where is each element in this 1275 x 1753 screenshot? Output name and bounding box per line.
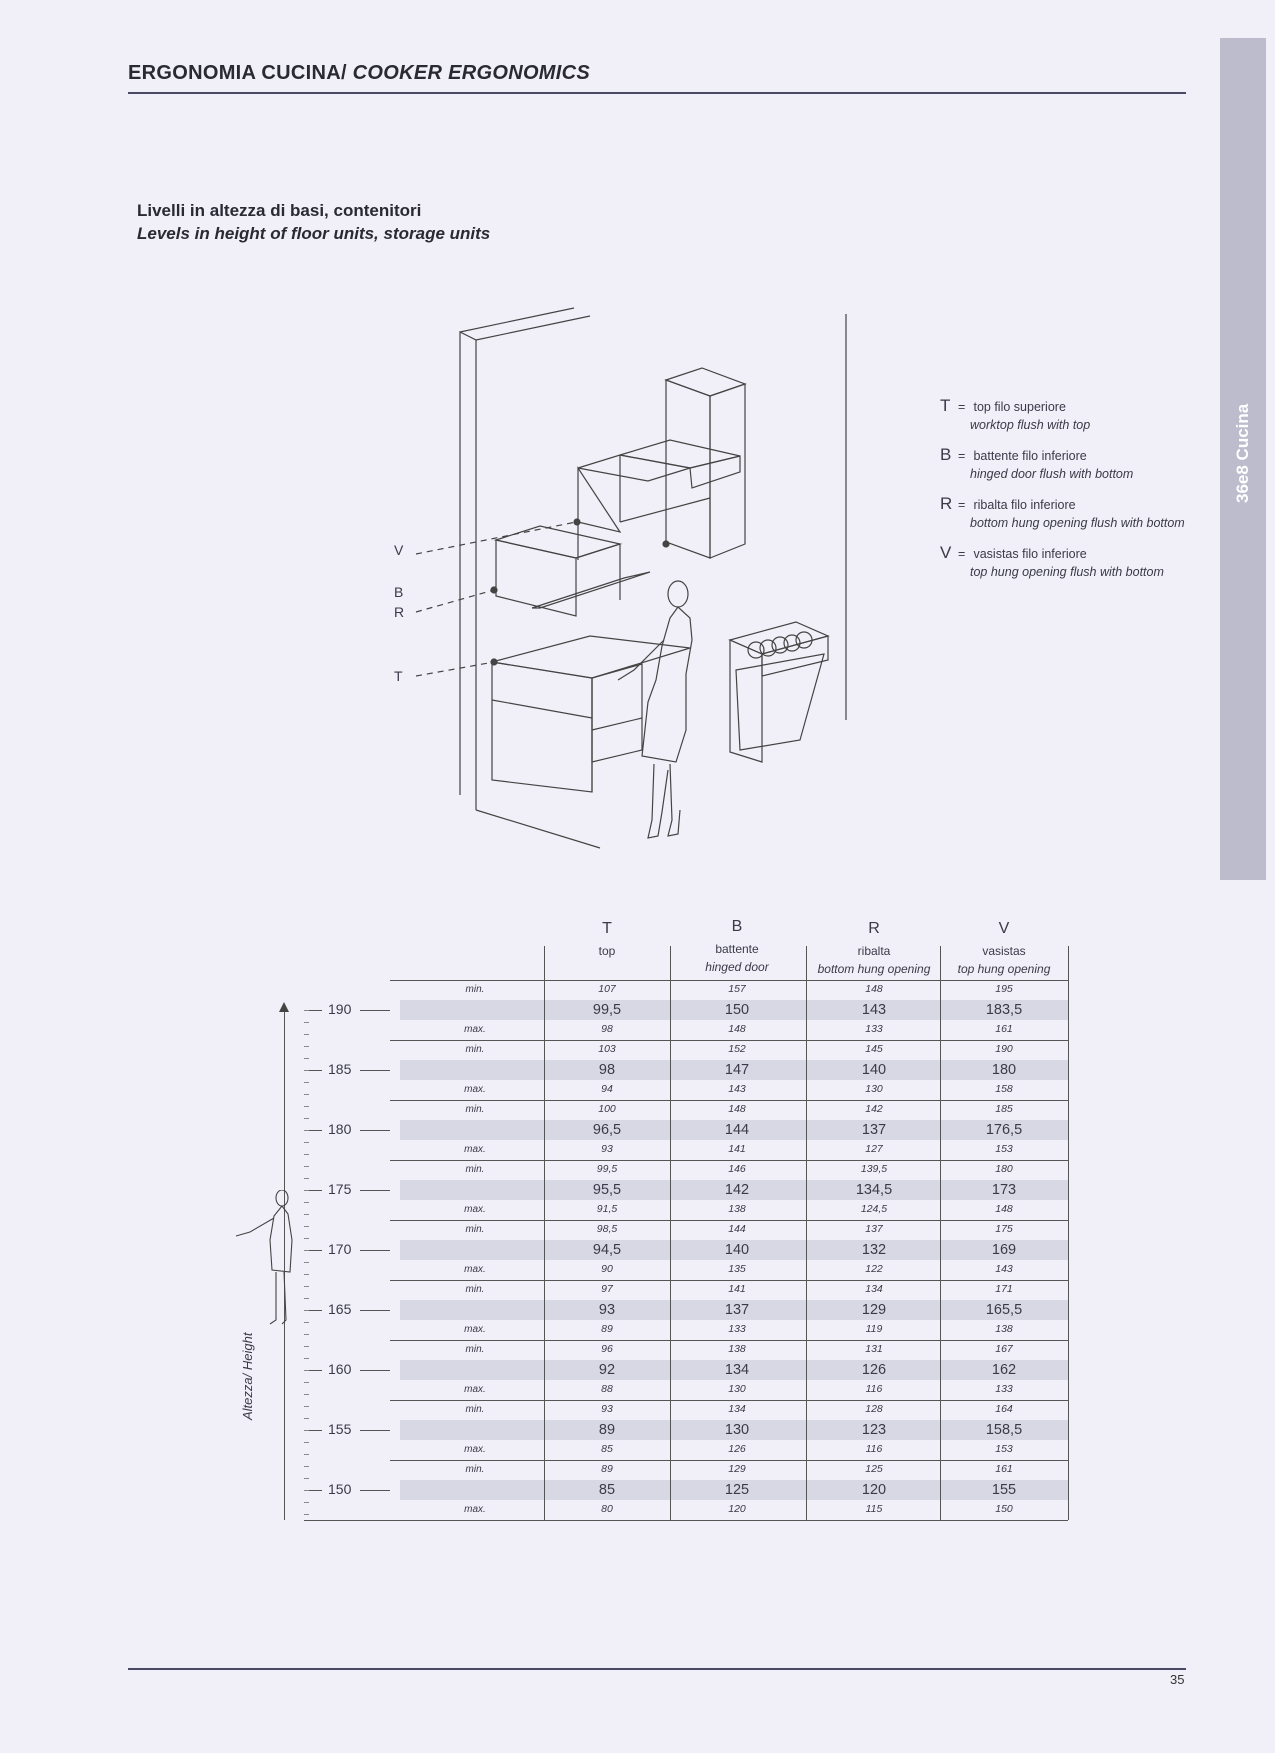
row-max-label: max. — [464, 1504, 486, 1515]
table-cell: 148 — [995, 1203, 1013, 1215]
legend-english: worktop flush with top — [970, 418, 1091, 432]
height-scale-label: 175 — [328, 1181, 352, 1197]
table-cell: 96,5 — [592, 1122, 622, 1138]
table-cell: 134 — [865, 1283, 883, 1295]
column-letter: B — [731, 918, 743, 935]
column-italian: vasistas — [982, 944, 1026, 958]
table-cell: 115 — [865, 1503, 883, 1515]
scale-minor-tick — [304, 1418, 309, 1419]
table-cell: 92 — [598, 1362, 616, 1378]
scale-minor-tick — [304, 1514, 309, 1515]
scale-minor-tick — [304, 1442, 309, 1443]
row-max-label: max. — [464, 1444, 486, 1455]
legend-english: bottom hung opening flush with bottom — [970, 516, 1185, 530]
table-cell: 93 — [598, 1302, 616, 1318]
table-cell: 150 — [724, 1002, 750, 1018]
legend — [940, 396, 1185, 592]
scale-minor-tick — [304, 1370, 309, 1371]
table-cell: 122 — [865, 1263, 883, 1275]
row-min-label: min. — [465, 984, 485, 995]
table-cell: 139,5 — [860, 1163, 888, 1175]
height-scale-label: 190 — [328, 1001, 352, 1017]
person-figure — [226, 1190, 306, 1330]
table-cell: 167 — [995, 1343, 1013, 1355]
scale-minor-tick — [304, 1502, 309, 1503]
page-number: 35 — [1170, 1672, 1185, 1687]
scale-leader — [360, 1130, 390, 1131]
scale-minor-tick — [304, 1130, 309, 1131]
legend-item — [940, 494, 1185, 530]
row-min-label: min. — [465, 1344, 485, 1355]
table-cell: 116 — [865, 1383, 883, 1395]
scale-minor-tick — [304, 1046, 309, 1047]
table-cell: 131 — [865, 1343, 883, 1355]
table-cell: 127 — [865, 1143, 883, 1155]
table-cell: 134,5 — [855, 1182, 893, 1198]
table-cell: 96 — [601, 1343, 613, 1355]
legend-item — [940, 396, 1185, 432]
table-cell: 140 — [861, 1062, 887, 1078]
table-row — [400, 1220, 1068, 1240]
legend-english: top hung opening flush with bottom — [970, 565, 1164, 579]
table-cell: 155 — [991, 1482, 1017, 1498]
table-cell: 140 — [724, 1242, 750, 1258]
table-row — [400, 1260, 1068, 1280]
height-scale-label: 150 — [328, 1481, 352, 1497]
height-scale-label: 170 — [328, 1241, 352, 1257]
scale-minor-tick — [304, 1178, 309, 1179]
subtitle-italian: Livelli in altezza di basi, contenitori — [137, 201, 422, 220]
table-cell: 146 — [728, 1163, 746, 1175]
table-cell: 133 — [995, 1383, 1013, 1395]
table-cell: 135 — [728, 1263, 746, 1275]
table-row — [400, 1240, 1068, 1260]
table-cell: 137 — [724, 1302, 750, 1318]
table-row — [400, 1040, 1068, 1060]
table-cell: 116 — [865, 1443, 883, 1455]
table-row — [400, 1120, 1068, 1140]
table-row — [400, 1100, 1068, 1120]
table-cell: 133 — [728, 1323, 746, 1335]
diagram-label-b: B — [394, 584, 404, 600]
side-tab-label: 36e8 Cucina — [1233, 403, 1252, 503]
table-row — [400, 1480, 1068, 1500]
table-row — [400, 1400, 1068, 1420]
row-max-label: max. — [464, 1264, 486, 1275]
table-cell: 137 — [865, 1223, 883, 1235]
table-row — [400, 1300, 1068, 1320]
table-cell: 120 — [728, 1503, 746, 1515]
table-cell: 93 — [601, 1403, 613, 1415]
table-cell: 103 — [598, 1043, 616, 1055]
table-cell: 141 — [728, 1143, 746, 1155]
row-min-label: min. — [465, 1104, 485, 1115]
table-row — [400, 1160, 1068, 1180]
legend-english: hinged door flush with bottom — [970, 467, 1134, 481]
table-cell: 144 — [728, 1223, 746, 1235]
scale-minor-tick — [304, 1142, 309, 1143]
table-cell: 145 — [865, 1043, 883, 1055]
legend-italian: vasistas filo inferiore — [973, 547, 1087, 561]
table-cell: 165,5 — [985, 1302, 1023, 1318]
scale-leader — [360, 1190, 390, 1191]
row-min-label: min. — [465, 1464, 485, 1475]
table-cell: 152 — [728, 1043, 746, 1055]
table-cell: 143 — [861, 1002, 887, 1018]
table-cell: 130 — [865, 1083, 883, 1095]
table-cell: 137 — [861, 1122, 887, 1138]
row-min-label: min. — [465, 1224, 485, 1235]
table-cell: 130 — [724, 1422, 750, 1438]
diagram-label-r: R — [394, 604, 405, 620]
column-english: bottom hung opening — [817, 962, 931, 976]
table-cell: 99,5 — [596, 1163, 618, 1175]
diagram-label-t: T — [394, 668, 403, 684]
column-english: top hung opening — [957, 962, 1051, 976]
table-cell: 97 — [601, 1283, 613, 1295]
table-cell: 120 — [861, 1482, 887, 1498]
table-cell: 94,5 — [592, 1242, 622, 1258]
scale-minor-tick — [304, 1154, 309, 1155]
table-cell: 125 — [724, 1482, 750, 1498]
scale-minor-tick — [304, 1346, 309, 1347]
legend-item — [940, 543, 1185, 579]
legend-letter: B — [940, 445, 952, 464]
table-row — [400, 1000, 1068, 1020]
scale-minor-tick — [304, 1118, 309, 1119]
subtitle-english: Levels in height of floor units, storage units — [137, 224, 491, 243]
table-cell: 169 — [991, 1242, 1017, 1258]
table-cell: 99,5 — [592, 1002, 622, 1018]
table-cell: 180 — [991, 1062, 1017, 1078]
scale-leader — [360, 1250, 390, 1251]
scale-minor-tick — [304, 1082, 309, 1083]
scale-minor-tick — [304, 1010, 309, 1011]
table-cell: 143 — [995, 1263, 1013, 1275]
table-cell: 148 — [728, 1103, 746, 1115]
table-cell: 148 — [728, 1023, 746, 1035]
column-letter: T — [602, 920, 612, 937]
table-cell: 89 — [601, 1463, 613, 1475]
table-cell: 180 — [995, 1163, 1013, 1175]
table-cell: 133 — [865, 1023, 883, 1035]
row-min-label: min. — [465, 1044, 485, 1055]
table-cell: 91,5 — [596, 1203, 618, 1215]
table-cell: 129 — [861, 1302, 887, 1318]
table-cell: 161 — [995, 1023, 1013, 1035]
row-max-label: max. — [464, 1084, 486, 1095]
table-cell: 134 — [724, 1362, 750, 1378]
scale-minor-tick — [304, 1166, 309, 1167]
table-cell: 176,5 — [985, 1122, 1023, 1138]
table-cell: 94 — [601, 1083, 613, 1095]
column-letter: R — [868, 920, 880, 937]
table-cell: 158,5 — [985, 1422, 1023, 1438]
table-row — [400, 1200, 1068, 1220]
scale-minor-tick — [304, 1094, 309, 1095]
table-cell: 157 — [728, 983, 746, 995]
legend-letter: T — [940, 396, 951, 415]
table-cell: 185 — [995, 1103, 1013, 1115]
row-max-label: max. — [464, 1024, 486, 1035]
table-cell: 88 — [601, 1383, 613, 1395]
table-cell: 80 — [601, 1503, 613, 1515]
table-cell: 98,5 — [596, 1223, 618, 1235]
column-header-t — [544, 920, 670, 962]
table-row — [400, 1460, 1068, 1480]
table-cell: 195 — [995, 983, 1013, 995]
table-cell: 98 — [601, 1023, 613, 1035]
table-cell: 150 — [995, 1503, 1013, 1515]
table-cell: 85 — [601, 1443, 613, 1455]
legend-item — [940, 445, 1185, 481]
height-scale-label: 165 — [328, 1301, 352, 1317]
table-cell: 128 — [865, 1403, 883, 1415]
scale-leader — [360, 1430, 390, 1431]
table-cell: 144 — [724, 1122, 750, 1138]
table-cell: 153 — [995, 1143, 1013, 1155]
table-cell: 98 — [598, 1062, 616, 1078]
table-cell: 164 — [995, 1403, 1013, 1415]
table-cell: 183,5 — [985, 1002, 1023, 1018]
scale-leader — [360, 1370, 390, 1371]
table-cell: 126 — [728, 1443, 746, 1455]
table-cell: 143 — [728, 1083, 746, 1095]
row-min-label: min. — [465, 1404, 485, 1415]
table-top-rule — [390, 980, 1068, 981]
column-divider — [806, 946, 807, 1520]
diagram-label-v: V — [394, 542, 404, 558]
table-bottom-rule — [304, 1520, 1068, 1521]
scale-minor-tick — [304, 1058, 309, 1059]
column-header-v — [940, 920, 1068, 976]
legend-equals: = — [958, 400, 966, 414]
table-cell: 138 — [728, 1203, 746, 1215]
column-divider — [544, 946, 545, 1520]
table-cell: 158 — [995, 1083, 1013, 1095]
table-cell: 119 — [865, 1323, 883, 1335]
title-italic: COOKER ERGONOMICS — [352, 62, 591, 84]
column-italian: battente — [715, 942, 759, 956]
legend-equals: = — [958, 498, 966, 512]
column-italian: ribalta — [857, 944, 891, 958]
scale-minor-tick — [304, 1430, 309, 1431]
table-cell: 138 — [995, 1323, 1013, 1335]
table-cell: 107 — [598, 983, 616, 995]
legend-equals: = — [958, 449, 966, 463]
scale-minor-tick — [304, 1034, 309, 1035]
table-cell: 190 — [995, 1043, 1013, 1055]
scale-minor-tick — [304, 1334, 309, 1335]
table-cell: 142 — [865, 1103, 883, 1115]
scale-leader — [360, 1070, 390, 1071]
scale-leader — [360, 1010, 390, 1011]
column-divider — [670, 946, 671, 1520]
table-row — [400, 1140, 1068, 1160]
table-row — [400, 1020, 1068, 1040]
row-max-label: max. — [464, 1384, 486, 1395]
scale-minor-tick — [304, 1070, 309, 1071]
scale-minor-tick — [304, 1358, 309, 1359]
table-cell: 129 — [728, 1463, 746, 1475]
height-scale-label: 180 — [328, 1121, 352, 1137]
table-row — [400, 1080, 1068, 1100]
table-row — [400, 1380, 1068, 1400]
scale-minor-tick — [304, 1454, 309, 1455]
table-cell: 175 — [995, 1223, 1013, 1235]
table-cell: 90 — [601, 1263, 613, 1275]
legend-italian: battente filo inferiore — [973, 449, 1087, 463]
table-row — [400, 1280, 1068, 1300]
table-row — [400, 1340, 1068, 1360]
table-cell: 148 — [865, 983, 883, 995]
scale-minor-tick — [304, 1466, 309, 1467]
arrow-up-icon — [279, 1002, 289, 1012]
table-row — [400, 980, 1068, 1000]
scale-minor-tick — [304, 1382, 309, 1383]
table-row — [400, 1060, 1068, 1080]
table-cell: 89 — [601, 1323, 613, 1335]
row-max-label: max. — [464, 1144, 486, 1155]
column-divider — [1068, 946, 1069, 1520]
table-cell: 125 — [865, 1463, 883, 1475]
legend-equals: = — [958, 547, 966, 561]
column-italian: top — [598, 944, 616, 958]
table-cell: 100 — [598, 1103, 616, 1115]
table-row — [400, 1500, 1068, 1520]
legend-letter: V — [940, 543, 952, 562]
table-cell: 153 — [995, 1443, 1013, 1455]
height-scale-label: 160 — [328, 1361, 352, 1377]
height-scale-label: 185 — [328, 1061, 352, 1077]
table-row — [400, 1420, 1068, 1440]
axis-title: Altezza/ Height — [240, 1332, 255, 1420]
height-scale-label: 155 — [328, 1421, 352, 1437]
row-min-label: min. — [465, 1284, 485, 1295]
table-cell: 171 — [995, 1283, 1013, 1295]
legend-italian: top filo superiore — [973, 400, 1066, 414]
table-cell: 141 — [728, 1283, 746, 1295]
table-cell: 126 — [861, 1362, 887, 1378]
column-english: hinged door — [705, 960, 769, 974]
scale-leader — [360, 1310, 390, 1311]
scale-minor-tick — [304, 1022, 309, 1023]
table-cell: 124,5 — [860, 1203, 888, 1215]
column-divider — [940, 946, 941, 1520]
table-row — [400, 1180, 1068, 1200]
table-row — [400, 1360, 1068, 1380]
table-cell: 85 — [598, 1482, 616, 1498]
scale-minor-tick — [304, 1478, 309, 1479]
table-cell: 173 — [991, 1182, 1017, 1198]
scale-leader — [360, 1490, 390, 1491]
page-title — [128, 62, 590, 85]
row-max-label: max. — [464, 1204, 486, 1215]
legend-letter: R — [940, 494, 953, 513]
table-cell: 142 — [724, 1182, 750, 1198]
table-cell: 93 — [601, 1143, 613, 1155]
scale-minor-tick — [304, 1406, 309, 1407]
kitchen-illustration — [380, 300, 880, 850]
table-cell: 134 — [728, 1403, 746, 1415]
column-letter: V — [998, 920, 1010, 937]
title-main: ERGONOMIA CUCINA/ — [128, 62, 347, 84]
table-cell: 161 — [995, 1463, 1013, 1475]
table-cell: 95,5 — [592, 1182, 622, 1198]
column-header-r — [806, 920, 942, 976]
scale-minor-tick — [304, 1490, 309, 1491]
footer-divider — [128, 1668, 1186, 1670]
row-max-label: max. — [464, 1324, 486, 1335]
scale-minor-tick — [304, 1106, 309, 1107]
table-row — [400, 1320, 1068, 1340]
legend-italian: ribalta filo inferiore — [973, 498, 1076, 512]
header-divider — [128, 92, 1186, 94]
table-cell: 147 — [724, 1062, 750, 1078]
table-cell: 130 — [728, 1383, 746, 1395]
row-min-label: min. — [465, 1164, 485, 1175]
table-row — [400, 1440, 1068, 1460]
table-cell: 132 — [861, 1242, 887, 1258]
table-cell: 89 — [598, 1422, 616, 1438]
scale-minor-tick — [304, 1394, 309, 1395]
column-header-b — [670, 918, 804, 974]
table-cell: 162 — [991, 1362, 1017, 1378]
table-cell: 138 — [728, 1343, 746, 1355]
table-cell: 123 — [861, 1422, 887, 1438]
